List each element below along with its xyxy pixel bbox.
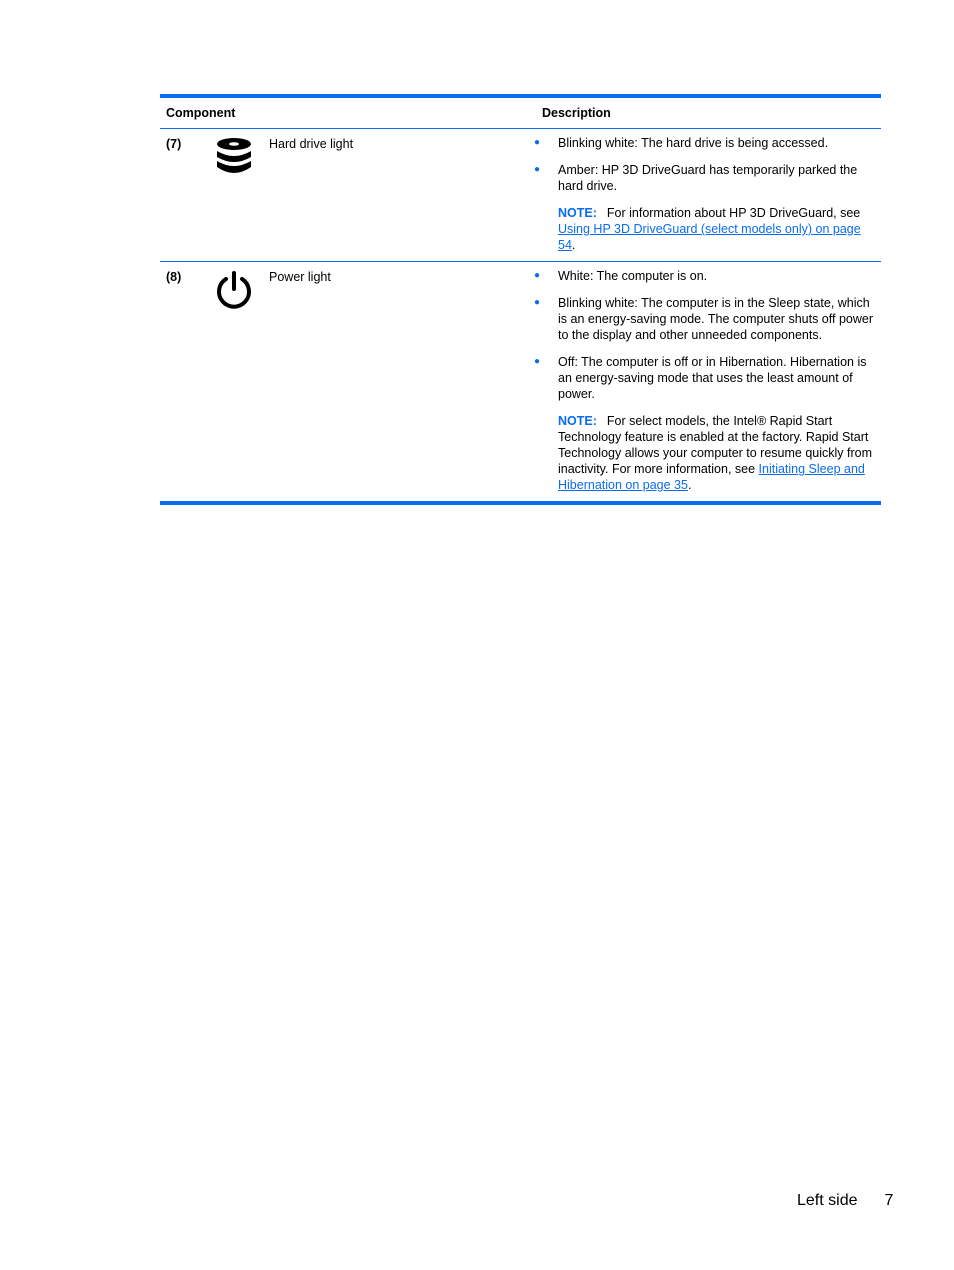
table-row-hard-drive: [160, 129, 881, 262]
link-sleep-hibernation[interactable]: Initiating Sleep and Hibernation on page 35: [558, 462, 865, 492]
page-footer: [797, 1192, 893, 1210]
list-item: ● Off: The computer is off or in Hibernation. Hibernation is an energy-saving mode that uses the least amount of power.: [529, 354, 875, 402]
section-title: Left side: [797, 1192, 858, 1209]
note: NOTE: For information about HP 3D DriveGuard, see Using HP 3D DriveGuard (select models only) on page 54.: [558, 206, 861, 252]
header-description: Description: [542, 106, 611, 120]
power-icon: [214, 270, 254, 501]
page-number: 7: [884, 1192, 894, 1209]
table-header: [160, 98, 881, 129]
bullet-icon: ●: [534, 297, 541, 308]
list-item: ● White: The computer is on.: [529, 268, 875, 284]
table-bottom-rule: [160, 501, 881, 505]
component-name: Hard drive light: [269, 137, 354, 151]
list-item: ● Amber: HP 3D DriveGuard has temporarily parked the hard drive.: [529, 162, 875, 194]
bullet-icon: ●: [534, 270, 541, 281]
bullet-icon: ●: [534, 356, 541, 367]
component-description: [529, 129, 881, 261]
component-description: [529, 262, 881, 501]
hard-drive-icon: [215, 137, 253, 261]
table-row-power: [160, 262, 881, 501]
list-item: ● Blinking white: The computer is in the Sleep state, which is an energy-saving mode. The computer shuts off power to the display and other unneeded components.: [529, 295, 875, 343]
components-table: [160, 94, 881, 505]
component-name: Power light: [269, 270, 331, 284]
row-number: (7): [166, 137, 182, 151]
row-number: (8): [166, 270, 182, 284]
note-label: NOTE:: [558, 414, 597, 428]
note-label: NOTE:: [558, 206, 597, 220]
bullet-icon: ●: [534, 164, 541, 175]
bullet-icon: ●: [534, 137, 541, 148]
header-component: Component: [166, 106, 236, 120]
list-item: ● Blinking white: The hard drive is being accessed.: [529, 135, 875, 151]
link-driveguard[interactable]: Using HP 3D DriveGuard (select models only) on page 54: [558, 222, 861, 252]
note: NOTE: For select models, the Intel® Rapid Start Technology feature is enabled at the factory. Rapid Start Technology allows your computer to resume quickly from inactivity. For more information, see Initiating Sleep and Hibernation on page 35.: [558, 414, 873, 492]
